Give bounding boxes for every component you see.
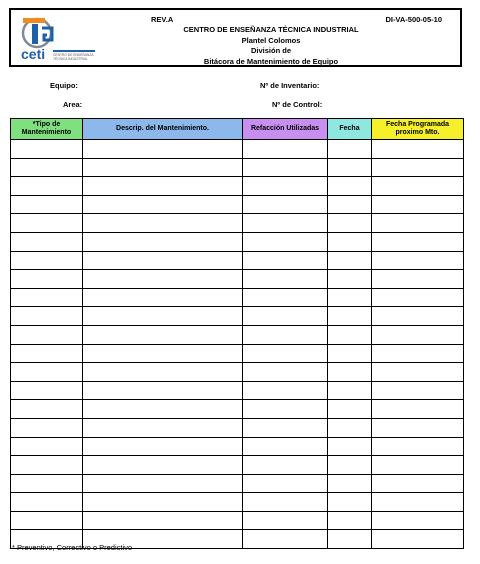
table-cell[interactable] [11,493,83,512]
table-cell[interactable] [328,381,372,400]
col-header-refaccion: Refacción Utilizadas [243,119,328,140]
logo-bar-blue [32,24,38,44]
document-code: DI-VA-500-05-10 [385,15,442,24]
table-cell[interactable] [328,474,372,493]
table-cell[interactable] [11,418,83,437]
logo-tagline-1: CENTRO DE ENSEÑANZA [53,53,94,57]
table-cell[interactable] [83,177,243,196]
table-cell[interactable] [328,288,372,307]
logo-g-shape [42,28,52,40]
table-row [11,381,464,400]
table-cell[interactable] [372,344,464,363]
table-cell[interactable] [243,344,328,363]
ceti-logo [15,14,97,64]
table-cell[interactable] [11,307,83,326]
table-cell[interactable] [11,232,83,251]
table-cell[interactable] [243,140,328,159]
table-cell[interactable] [372,381,464,400]
table-cell[interactable] [328,307,372,326]
col-header-descripcion: Descrip. del Mantenimiento. [83,119,243,140]
table-cell[interactable] [372,140,464,159]
table-cell[interactable] [328,158,372,177]
table-cell[interactable] [328,493,372,512]
table-cell[interactable] [11,437,83,456]
table-cell[interactable] [243,381,328,400]
institution-name: CENTRO DE ENSEÑANZA TÉCNICA INDUSTRIAL [183,25,359,34]
table-cell[interactable] [243,288,328,307]
table-cell[interactable] [83,214,243,233]
table-cell[interactable] [11,214,83,233]
table-header-row [11,119,464,140]
table-row [11,307,464,326]
table-cell[interactable] [243,363,328,382]
table-row [11,511,464,530]
table-cell[interactable] [243,232,328,251]
table-cell[interactable] [243,418,328,437]
table-cell[interactable] [11,381,83,400]
table-row [11,325,464,344]
table-cell[interactable] [11,456,83,475]
table-row [11,232,464,251]
table-cell[interactable] [328,325,372,344]
document-title: Bitácora de Mantenimiento de Equipo [203,56,339,66]
table-cell[interactable] [11,140,83,159]
table-cell[interactable] [372,214,464,233]
table-cell[interactable] [83,381,243,400]
logo-tagline-2: TÉCNICA INDUSTRIAL [53,57,88,61]
col-header-fecha-programada: Fecha Programada proximo Mto. [372,119,464,140]
table-row [11,195,464,214]
table-cell[interactable] [372,158,464,177]
table-cell[interactable] [372,474,464,493]
table-cell[interactable] [328,437,372,456]
table-row [11,400,464,419]
table-cell[interactable] [83,456,243,475]
col-header-tipo: *Tipo de Mantenimiento [11,119,83,140]
table-cell[interactable] [328,456,372,475]
table-row [11,214,464,233]
logo-bar-orange [23,18,45,23]
table-cell[interactable] [372,177,464,196]
table-cell[interactable] [243,325,328,344]
table-cell[interactable] [243,251,328,270]
table-cell[interactable] [243,214,328,233]
table-cell[interactable] [243,456,328,475]
table-cell[interactable] [83,195,243,214]
table-cell[interactable] [243,158,328,177]
title-block [161,25,381,67]
table-row [11,437,464,456]
table-cell[interactable] [83,158,243,177]
table-cell[interactable] [83,418,243,437]
table-cell[interactable] [372,251,464,270]
table-row [11,493,464,512]
table-cell[interactable] [328,140,372,159]
table-cell[interactable] [11,288,83,307]
table-cell[interactable] [243,195,328,214]
table-cell[interactable] [328,530,372,549]
table-cell[interactable] [243,493,328,512]
table-cell[interactable] [83,232,243,251]
table-cell[interactable] [372,232,464,251]
table-cell[interactable] [328,400,372,419]
logo-tagline-bar [53,50,95,52]
table-cell[interactable] [243,270,328,289]
table-cell[interactable] [372,270,464,289]
table-row [11,177,464,196]
table-cell[interactable] [11,344,83,363]
table-cell[interactable] [243,400,328,419]
table-cell[interactable] [328,363,372,382]
table-row [11,344,464,363]
table-cell[interactable] [83,344,243,363]
table-cell[interactable] [372,530,464,549]
table-row [11,418,464,437]
table-cell[interactable] [243,177,328,196]
table-cell[interactable] [11,177,83,196]
table-row [11,270,464,289]
table-cell[interactable] [328,214,372,233]
campus-name: Plantel Colomos [241,35,301,45]
equipo-label: Equipo: [50,81,78,90]
table-cell[interactable] [372,456,464,475]
table-cell[interactable] [11,511,83,530]
table-cell[interactable] [11,251,83,270]
table-cell[interactable] [372,363,464,382]
table-cell[interactable] [11,363,83,382]
table-cell[interactable] [372,195,464,214]
table-cell[interactable] [83,493,243,512]
maintenance-log-table [10,118,464,549]
footnote: * Preventivo, Correctivo o Predictivo [12,543,133,552]
division-label: División de [250,46,291,55]
table-cell[interactable] [243,474,328,493]
table-cell[interactable] [243,307,328,326]
table-cell[interactable] [11,400,83,419]
table-cell[interactable] [372,418,464,437]
table-row [11,474,464,493]
table-cell[interactable] [83,511,243,530]
table-body [11,140,464,549]
table-cell[interactable] [83,400,243,419]
table-cell[interactable] [372,325,464,344]
control-label: Nº de Control: [272,100,323,109]
table-cell[interactable] [328,232,372,251]
table-cell[interactable] [83,437,243,456]
table-cell[interactable] [372,400,464,419]
table-cell[interactable] [83,307,243,326]
table-row [11,140,464,159]
table-cell[interactable] [372,288,464,307]
table-row [11,158,464,177]
table-cell[interactable] [243,511,328,530]
table-cell[interactable] [83,325,243,344]
table-cell[interactable] [83,270,243,289]
table-cell[interactable] [11,474,83,493]
table-cell[interactable] [328,195,372,214]
table-cell[interactable] [243,530,328,549]
table-cell[interactable] [83,140,243,159]
table-cell[interactable] [328,270,372,289]
inventario-label: Nº de Inventario: [260,81,320,90]
table-cell[interactable] [328,511,372,530]
table-cell[interactable] [11,195,83,214]
table-cell[interactable] [83,288,243,307]
header-box [9,8,462,67]
table-cell[interactable] [11,158,83,177]
table-cell[interactable] [328,177,372,196]
table-row [11,363,464,382]
area-label: Area: [63,100,83,109]
logo-brand-text: ceti [21,46,46,62]
table-row [11,251,464,270]
table-row [11,288,464,307]
table-cell[interactable] [372,493,464,512]
table-cell[interactable] [83,251,243,270]
table-cell[interactable] [328,344,372,363]
table-cell[interactable] [11,325,83,344]
table-cell[interactable] [372,437,464,456]
table-cell[interactable] [328,251,372,270]
table-cell[interactable] [372,307,464,326]
table-cell[interactable] [83,474,243,493]
col-header-fecha: Fecha [328,119,372,140]
table-cell[interactable] [243,437,328,456]
table-row [11,456,464,475]
table-cell[interactable] [83,363,243,382]
table-cell[interactable] [11,270,83,289]
revision-label: REV.A [151,15,174,24]
table-cell[interactable] [328,418,372,437]
table-cell[interactable] [372,511,464,530]
